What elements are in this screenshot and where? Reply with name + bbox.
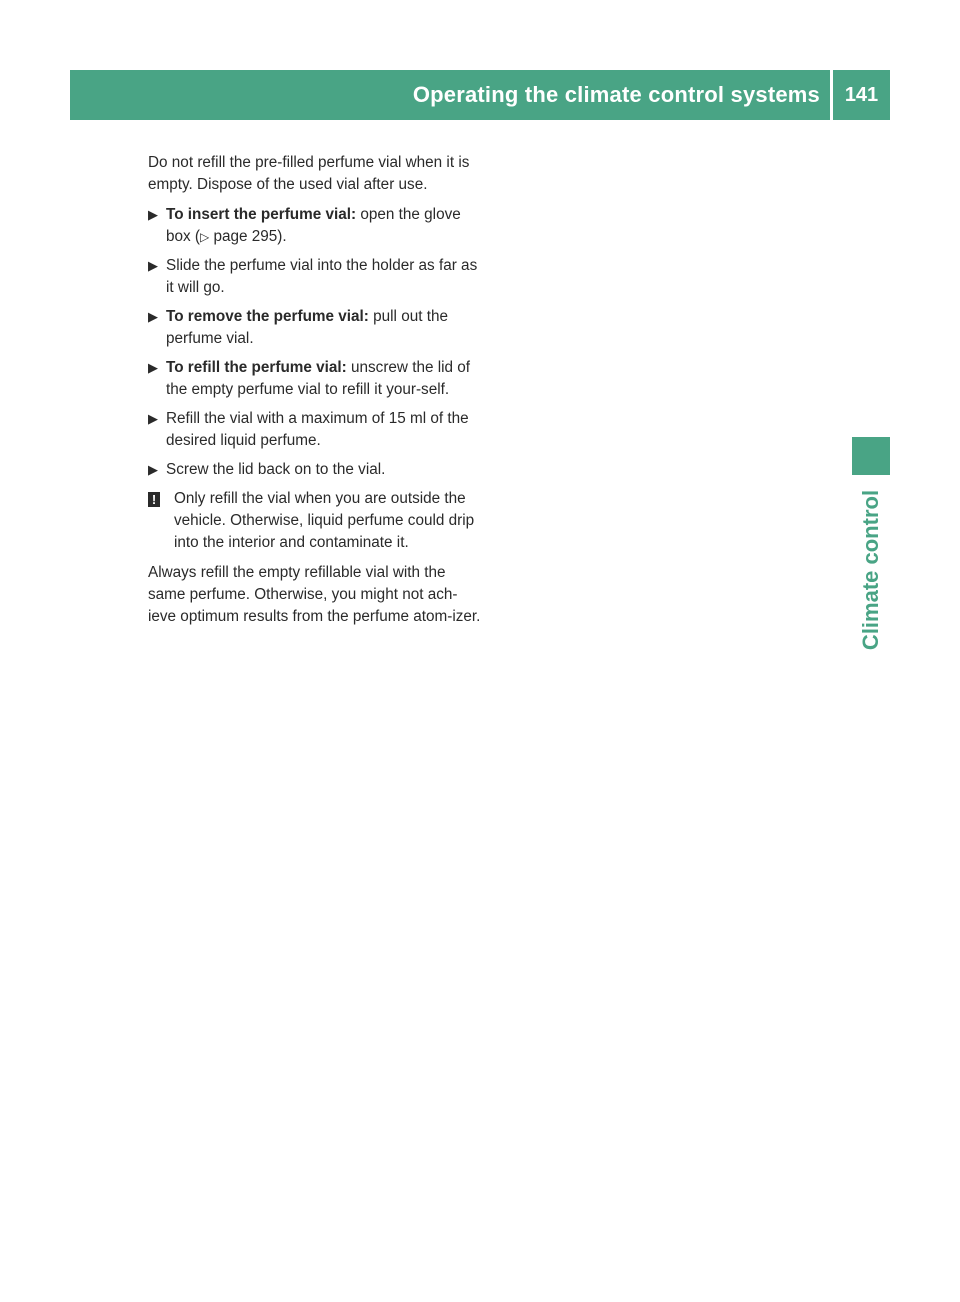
step-text: Screw the lid back on to the vial. xyxy=(166,461,386,478)
step-arrow-icon: ▶ xyxy=(148,411,158,426)
page-reference-link[interactable]: page 295). xyxy=(209,228,287,245)
step-text: open the glove box ( xyxy=(166,206,461,245)
step-arrow-icon: ▶ xyxy=(148,360,158,375)
main-content xyxy=(148,152,483,636)
intro-paragraph: Do not refill the pre-filled perfume vial when it is empty. Dispose of the used vial after use. xyxy=(148,154,470,193)
step-item xyxy=(148,459,483,481)
step-arrow-icon: ▶ xyxy=(148,207,158,222)
section-side-label: Climate control xyxy=(858,489,883,651)
step-heading: To remove the perfume vial: xyxy=(166,308,369,325)
step-text: unscrew the lid of the empty perfume vial to refill it your-self. xyxy=(166,359,471,398)
section-tab-marker xyxy=(852,437,890,475)
step-arrow-icon: ▶ xyxy=(148,258,158,273)
step-arrow-icon: ▶ xyxy=(148,462,158,477)
step-text: Slide the perfume vial into the holder as far as it will go. xyxy=(166,257,478,296)
step-heading: To insert the perfume vial: xyxy=(166,206,357,223)
step-item xyxy=(148,306,483,350)
step-item xyxy=(148,255,483,299)
reference-triangle-icon: ▷ xyxy=(200,230,210,244)
step-arrow-icon: ▶ xyxy=(148,309,158,324)
warning-note xyxy=(148,488,483,554)
step-item xyxy=(148,408,483,452)
page-title: Operating the climate control systems xyxy=(412,82,820,107)
step-heading: To refill the perfume vial: xyxy=(166,359,347,376)
step-text: pull out the perfume vial. xyxy=(166,308,448,347)
step-text: Refill the vial with a maximum of 15 ml of the desired liquid perfume. xyxy=(166,410,469,449)
header-bar xyxy=(70,70,890,120)
warning-icon: ! xyxy=(148,492,160,507)
page-number: 141 xyxy=(844,84,879,106)
step-item xyxy=(148,204,483,248)
step-item xyxy=(148,357,483,401)
warning-text: Only refill the vial when you are outside the vehicle. Otherwise, liquid perfume could drip into the interior and contaminate it. xyxy=(174,490,475,551)
closing-paragraph: Always refill the empty refillable vial with the same perfume. Otherwise, you might not ach-ieve optimum results from the perfume atom-izer. xyxy=(148,564,481,625)
